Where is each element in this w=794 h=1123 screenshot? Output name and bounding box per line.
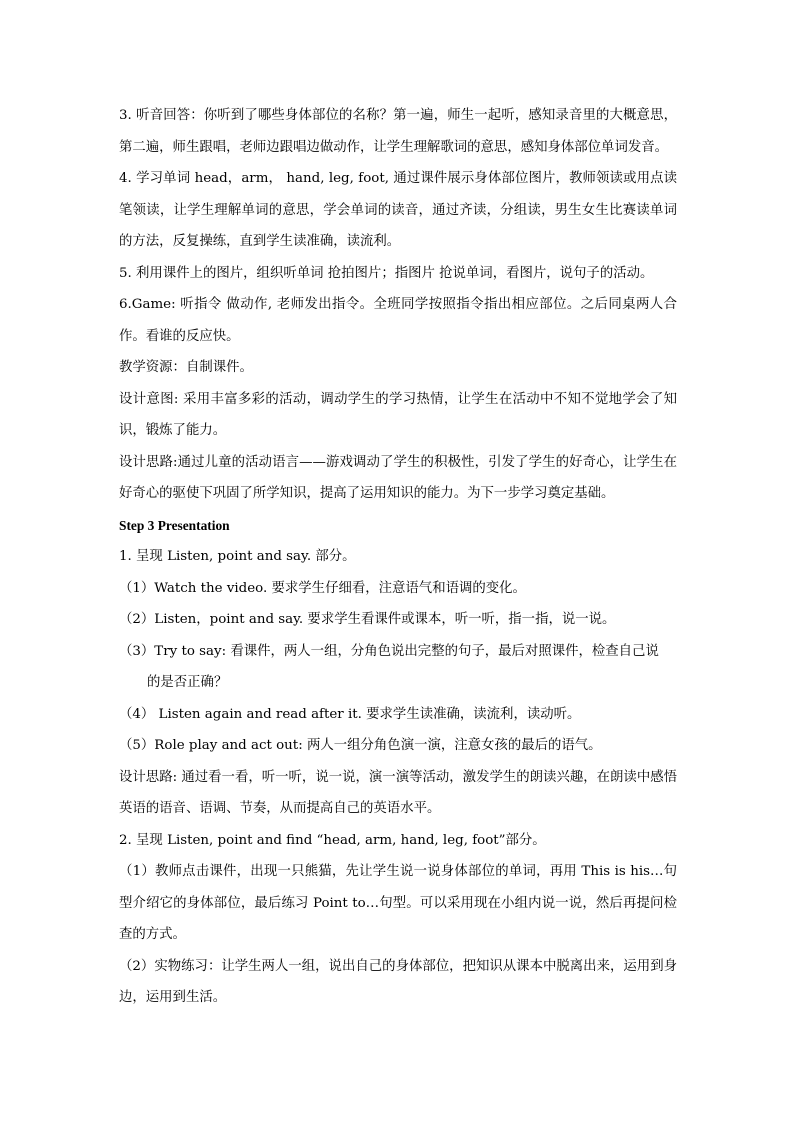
paragraph-try-to-say-cont: 的是否正确？ bbox=[147, 675, 228, 690]
paragraph-game: 6.Game: 听指令 做动作, 老师发出指令。全班同学按照指令指出相应部位。之后同桌两人合作。看谁的反应快。 bbox=[119, 297, 677, 344]
paragraph-picture-activity: 5. 利用课件上的图片，组织听单词 抢拍图片；指图片 抢说单词，看图片，说句子的活动。 bbox=[119, 265, 654, 281]
paragraph-design-idea: 设计思路:通过儿童的活动语言——游戏调动了学生的积极性，引发了学生的好奇心，让学生在好奇心的驱使下巩固了所学知识，提高了运用知识的能力。为下一步学习奠定基础。 bbox=[119, 454, 677, 501]
paragraph-try-to-say: （3）Try to say: 看课件，两人一组，分角色说出完整的句子，最后对照课件，检查自己说 bbox=[119, 643, 659, 659]
paragraph-listen-answer: 3. 听音回答：你听到了哪些身体部位的名称？第一遍，师生一起听，感知录音里的大概意思，第二遍，师生跟唱，老师边跟唱边做动作，让学生理解歌词的意思，感知身体部位单词发音。 bbox=[119, 108, 677, 155]
paragraph-present-2: 2. 呈现 Listen, point and find “head, arm, hand, leg, foot”部分。 bbox=[119, 832, 546, 848]
paragraph-real-practice: （2）实物练习：让学生两人一组，说出自己的身体部位，把知识从课本中脱离出来，运用到身边，运用到生活。 bbox=[119, 958, 677, 1005]
paragraph-design-intent: 设计意图: 采用丰富多彩的活动，调动学生的学习热情，让学生在活动中不知不觉地学会了知识，锻炼了能力。 bbox=[119, 391, 677, 438]
paragraph-listen-point-say: （2）Listen，point and say. 要求学生看课件或课本，听一听，指一指，说一说。 bbox=[119, 612, 616, 627]
document-body bbox=[119, 100, 677, 1014]
paragraph-learn-words: 4. 学习单词 head，arm， hand, leg, foot, 通过课件展示身体部位图片，教师领读或用点读笔领读，让学生理解单词的意思，学会单词的读音，通过齐读，分组读，男生女生比赛读单词的方法，反复操练，直到学生读准确，读流利。 bbox=[119, 171, 677, 249]
paragraph-panda: （1）教师点击课件，出现一只熊猫，先让学生说一说身体部位的单词，再用 This is his…句型介绍它的身体部位，最后练习 Point to…句型。可以采用现在小组内说一说，然后再提问检查的方式。 bbox=[119, 864, 677, 942]
section-heading-step3: Step 3 Presentation bbox=[119, 517, 230, 533]
paragraph-resources: 教学资源：自制课件。 bbox=[119, 360, 253, 375]
paragraph-design-idea-2: 设计思路: 通过看一看，听一听，说一说，演一演等活动，激发学生的朗读兴趣，在朗读中感悟英语的语音、语调、节奏，从而提高自己的英语水平。 bbox=[119, 769, 677, 816]
paragraph-listen-again: （4） Listen again and read after it. 要求学生读准确，读流利，读动听。 bbox=[119, 706, 581, 722]
paragraph-role-play: （5）Role play and act out: 两人一组分角色演一演，注意女孩的最后的语气。 bbox=[119, 738, 602, 753]
paragraph-watch-video: （1）Watch the video. 要求学生仔细看，注意语气和语调的变化。 bbox=[119, 580, 526, 596]
paragraph-present-1: 1. 呈现 Listen, point and say. 部分。 bbox=[119, 549, 356, 564]
